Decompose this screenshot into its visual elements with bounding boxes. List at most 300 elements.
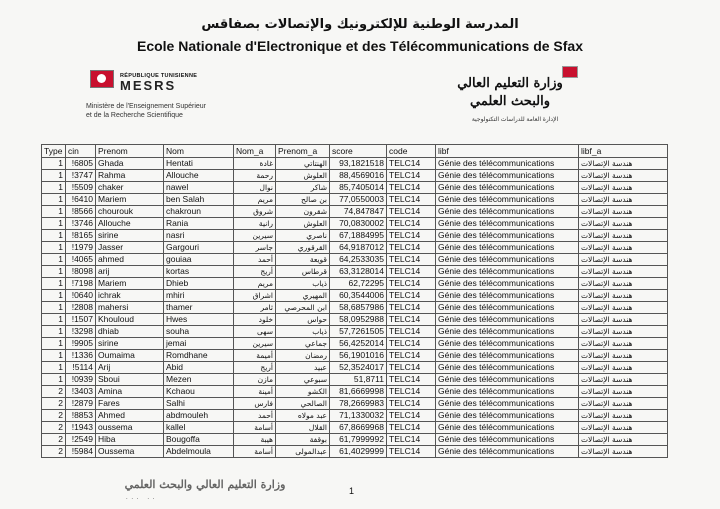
cin-cell: !0640 [66, 290, 96, 302]
prenom-cell: Jasser [96, 242, 164, 254]
score-cell: 52,3524017 [330, 362, 387, 374]
republic-label: RÉPUBLIQUE TUNISIENNE [120, 73, 198, 79]
nom-a-cell: سيرين [234, 338, 276, 350]
code-cell: TELC14 [387, 350, 436, 362]
type-cell: 1 [42, 206, 66, 218]
nom-cell: Abid [164, 362, 234, 374]
nom-cell: Kchaou [164, 386, 234, 398]
cin-cell: !8566 [66, 206, 96, 218]
libf-a-cell: هندسة الإتصالات [579, 338, 668, 350]
libf-a-cell: هندسة الإتصالات [579, 302, 668, 314]
libf-a-cell: هندسة الإتصالات [579, 374, 668, 386]
libf-cell: Génie des télécommunications [436, 278, 579, 290]
prenom-cell: Sboui [96, 374, 164, 386]
prenom-cell: Rahma [96, 170, 164, 182]
nom-a-cell: مريم [234, 278, 276, 290]
cin-cell: !3298 [66, 326, 96, 338]
libf-cell: Génie des télécommunications [436, 170, 579, 182]
ministry-line-1: Ministère de l'Enseignement Supérieur [86, 103, 207, 110]
libf-cell: Génie des télécommunications [436, 218, 579, 230]
libf-cell: Génie des télécommunications [436, 206, 579, 218]
nom-a-cell: أسامة [234, 422, 276, 434]
prenom-cell: Mariem [96, 278, 164, 290]
cin-cell: !3746 [66, 218, 96, 230]
table-row [42, 278, 668, 290]
column-header: Nom [164, 145, 234, 158]
stamp-mark: . . . . . [126, 495, 156, 501]
table-row [42, 302, 668, 314]
nom-cell: Salhi [164, 398, 234, 410]
code-cell: TELC14 [387, 242, 436, 254]
prenom-cell: Mariem [96, 194, 164, 206]
libf-a-cell: هندسة الإتصالات [579, 410, 668, 422]
libf-cell: Génie des télécommunications [436, 386, 579, 398]
cin-cell: !2879 [66, 398, 96, 410]
libf-cell: Génie des télécommunications [436, 254, 579, 266]
prenom-a-cell: ناصري [276, 230, 330, 242]
table-row [42, 182, 668, 194]
libf-a-cell: هندسة الإتصالات [579, 254, 668, 266]
prenom-a-cell: شقرون [276, 206, 330, 218]
type-cell: 1 [42, 326, 66, 338]
score-cell: 60,3544006 [330, 290, 387, 302]
code-cell: TELC14 [387, 158, 436, 170]
code-cell: TELC14 [387, 254, 436, 266]
prenom-a-cell: عبيد [276, 362, 330, 374]
score-cell: 78,2669983 [330, 398, 387, 410]
prenom-cell: chourouk [96, 206, 164, 218]
libf-cell: Génie des télécommunications [436, 398, 579, 410]
mesrs-label: MESRS [120, 78, 177, 93]
ministry-arabic-logo [440, 66, 610, 136]
tunisia-flag-icon [90, 70, 114, 88]
nom-a-cell: رحمة [234, 170, 276, 182]
nom-a-cell: مازن [234, 374, 276, 386]
nom-a-cell: اشراق [234, 290, 276, 302]
prenom-cell: Khouloud [96, 314, 164, 326]
score-cell: 58,0952988 [330, 314, 387, 326]
libf-cell: Génie des télécommunications [436, 422, 579, 434]
score-cell: 63,3128014 [330, 266, 387, 278]
libf-cell: Génie des télécommunications [436, 314, 579, 326]
prenom-a-cell: شاكر [276, 182, 330, 194]
cin-cell: !9905 [66, 338, 96, 350]
type-cell: 1 [42, 230, 66, 242]
table-row [42, 242, 668, 254]
prenom-cell: Oumaima [96, 350, 164, 362]
nom-a-cell: خلود [234, 314, 276, 326]
libf-a-cell: هندسة الإتصالات [579, 278, 668, 290]
nom-a-cell: نوال [234, 182, 276, 194]
libf-cell: Génie des télécommunications [436, 290, 579, 302]
cin-cell: !1336 [66, 350, 96, 362]
libf-a-cell: هندسة الإتصالات [579, 242, 668, 254]
table-row [42, 398, 668, 410]
table-row [42, 350, 668, 362]
score-cell: 51,8711 [330, 374, 387, 386]
score-cell: 64,2533035 [330, 254, 387, 266]
prenom-cell: Allouche [96, 218, 164, 230]
prenom-cell: chaker [96, 182, 164, 194]
code-cell: TELC14 [387, 182, 436, 194]
score-cell: 85,7405014 [330, 182, 387, 194]
score-cell: 77,0550003 [330, 194, 387, 206]
nom-cell: Gargouri [164, 242, 234, 254]
libf-cell: Génie des télécommunications [436, 350, 579, 362]
cin-cell: !8853 [66, 410, 96, 422]
column-header: Nom_a [234, 145, 276, 158]
libf-a-cell: هندسة الإتصالات [579, 434, 668, 446]
code-cell: TELC14 [387, 410, 436, 422]
table-row [42, 254, 668, 266]
type-cell: 1 [42, 350, 66, 362]
cin-cell: !6805 [66, 158, 96, 170]
libf-a-cell: هندسة الإتصالات [579, 446, 668, 458]
type-cell: 1 [42, 182, 66, 194]
column-header: libf [436, 145, 579, 158]
score-cell: 61,7999992 [330, 434, 387, 446]
cin-cell: !5114 [66, 362, 96, 374]
prenom-cell: sirine [96, 230, 164, 242]
ministry-arabic-line-2: والبحث العلمي [470, 94, 550, 109]
column-header: Prenom_a [276, 145, 330, 158]
prenom-a-cell: القرقوري [276, 242, 330, 254]
type-cell: 1 [42, 302, 66, 314]
table-row [42, 194, 668, 206]
prenom-a-cell: حواس [276, 314, 330, 326]
libf-cell: Génie des télécommunications [436, 182, 579, 194]
type-cell: 1 [42, 194, 66, 206]
column-header: score [330, 145, 387, 158]
code-cell: TELC14 [387, 434, 436, 446]
table-row [42, 326, 668, 338]
prenom-a-cell: الصالحي [276, 398, 330, 410]
table-row [42, 434, 668, 446]
prenom-a-cell: رمضان [276, 350, 330, 362]
libf-cell: Génie des télécommunications [436, 266, 579, 278]
nom-a-cell: غادة [234, 158, 276, 170]
nom-cell: chakroun [164, 206, 234, 218]
nom-cell: gouiaa [164, 254, 234, 266]
page-number: 1 [349, 486, 355, 496]
column-header: cin [66, 145, 96, 158]
table-row [42, 386, 668, 398]
type-cell: 2 [42, 398, 66, 410]
nom-a-cell: سيرين [234, 230, 276, 242]
score-cell: 88,4569016 [330, 170, 387, 182]
libf-a-cell: هندسة الإتصالات [579, 386, 668, 398]
prenom-a-cell: الهنتاتي [276, 158, 330, 170]
cin-cell: !8165 [66, 230, 96, 242]
results-table [41, 144, 668, 458]
code-cell: TELC14 [387, 266, 436, 278]
nom-cell: kallel [164, 422, 234, 434]
score-cell: 61,4029999 [330, 446, 387, 458]
score-cell: 62,72295 [330, 278, 387, 290]
nom-a-cell: ثامر [234, 302, 276, 314]
code-cell: TELC14 [387, 194, 436, 206]
libf-a-cell: هندسة الإتصالات [579, 326, 668, 338]
nom-a-cell: سهى [234, 326, 276, 338]
nom-a-cell: أحمد [234, 410, 276, 422]
prenom-cell: dhiab [96, 326, 164, 338]
libf-cell: Génie des télécommunications [436, 194, 579, 206]
code-cell: TELC14 [387, 206, 436, 218]
libf-a-cell: هندسة الإتصالات [579, 194, 668, 206]
type-cell: 2 [42, 410, 66, 422]
table-body [42, 158, 668, 458]
ministry-arabic-line-1: وزارة التعليم العالي [457, 76, 563, 91]
score-cell: 58,6857986 [330, 302, 387, 314]
cin-cell: !1943 [66, 422, 96, 434]
type-cell: 2 [42, 422, 66, 434]
type-cell: 1 [42, 314, 66, 326]
table-row [42, 290, 668, 302]
cin-cell: !1507 [66, 314, 96, 326]
prenom-cell: sirine [96, 338, 164, 350]
nom-a-cell: هيبة [234, 434, 276, 446]
libf-cell: Génie des télécommunications [436, 158, 579, 170]
type-cell: 1 [42, 170, 66, 182]
prenom-a-cell: جماعي [276, 338, 330, 350]
libf-a-cell: هندسة الإتصالات [579, 422, 668, 434]
cin-cell: !2808 [66, 302, 96, 314]
cin-cell: !3747 [66, 170, 96, 182]
prenom-a-cell: ذياب [276, 326, 330, 338]
table-row [42, 314, 668, 326]
table-row [42, 338, 668, 350]
code-cell: TELC14 [387, 218, 436, 230]
prenom-a-cell: المهيري [276, 290, 330, 302]
cin-cell: !0939 [66, 374, 96, 386]
nom-cell: Mezen [164, 374, 234, 386]
nom-cell: kortas [164, 266, 234, 278]
libf-cell: Génie des télécommunications [436, 242, 579, 254]
prenom-a-cell: العلوش [276, 218, 330, 230]
score-cell: 56,1901016 [330, 350, 387, 362]
type-cell: 1 [42, 158, 66, 170]
cin-cell: !1979 [66, 242, 96, 254]
nom-cell: mhiri [164, 290, 234, 302]
libf-a-cell: هندسة الإتصالات [579, 206, 668, 218]
libf-a-cell: هندسة الإتصالات [579, 158, 668, 170]
prenom-cell: Oussema [96, 446, 164, 458]
nom-cell: thamer [164, 302, 234, 314]
libf-a-cell: هندسة الإتصالات [579, 266, 668, 278]
libf-a-cell: هندسة الإتصالات [579, 230, 668, 242]
code-cell: TELC14 [387, 386, 436, 398]
table-row [42, 206, 668, 218]
code-cell: TELC14 [387, 170, 436, 182]
prenom-cell: Arij [96, 362, 164, 374]
code-cell: TELC14 [387, 230, 436, 242]
prenom-a-cell: عبدالمولى [276, 446, 330, 458]
score-cell: 70,0830002 [330, 218, 387, 230]
code-cell: TELC14 [387, 398, 436, 410]
code-cell: TELC14 [387, 278, 436, 290]
nom-a-cell: أميمة [234, 350, 276, 362]
libf-a-cell: هندسة الإتصالات [579, 398, 668, 410]
prenom-a-cell: ذياب [276, 278, 330, 290]
prenom-a-cell: الكشو [276, 386, 330, 398]
type-cell: 1 [42, 254, 66, 266]
libf-cell: Génie des télécommunications [436, 446, 579, 458]
score-cell: 57,7261505 [330, 326, 387, 338]
score-cell: 64,9187012 [330, 242, 387, 254]
code-cell: TELC14 [387, 326, 436, 338]
cin-cell: !7198 [66, 278, 96, 290]
nom-a-cell: أريج [234, 362, 276, 374]
code-cell: TELC14 [387, 422, 436, 434]
ministry-arabic-line-3: الإدارة العامة للدراسات التكنولوجية [471, 117, 559, 123]
nom-cell: nawel [164, 182, 234, 194]
libf-a-cell: هندسة الإتصالات [579, 170, 668, 182]
prenom-a-cell: القلال [276, 422, 330, 434]
nom-cell: nasri [164, 230, 234, 242]
prenom-a-cell: العلوش [276, 170, 330, 182]
prenom-a-cell: ابن المحرصي [276, 302, 330, 314]
score-cell: 56,4252014 [330, 338, 387, 350]
nom-cell: Bougoffa [164, 434, 234, 446]
libf-cell: Génie des télécommunications [436, 326, 579, 338]
libf-a-cell: هندسة الإتصالات [579, 362, 668, 374]
prenom-cell: oussema [96, 422, 164, 434]
score-cell: 67,1884995 [330, 230, 387, 242]
type-cell: 1 [42, 218, 66, 230]
type-cell: 1 [42, 374, 66, 386]
table-row [42, 266, 668, 278]
libf-cell: Génie des télécommunications [436, 338, 579, 350]
code-cell: TELC14 [387, 302, 436, 314]
type-cell: 2 [42, 446, 66, 458]
table-row [42, 374, 668, 386]
nom-a-cell: أريج [234, 266, 276, 278]
libf-cell: Génie des télécommunications [436, 410, 579, 422]
libf-a-cell: هندسة الإتصالات [579, 314, 668, 326]
type-cell: 2 [42, 434, 66, 446]
nom-a-cell: جاسر [234, 242, 276, 254]
prenom-cell: ahmed [96, 254, 164, 266]
prenom-a-cell: قرطاس [276, 266, 330, 278]
ministry-stamp: وزارة التعليم العالي والبحث العلمي [124, 478, 286, 491]
prenom-a-cell: عبد مولاه [276, 410, 330, 422]
prenom-a-cell: سبوعي [276, 374, 330, 386]
code-cell: TELC14 [387, 290, 436, 302]
score-cell: 67,8669968 [330, 422, 387, 434]
ministry-label [86, 102, 296, 120]
cin-cell: !5984 [66, 446, 96, 458]
prenom-cell: Ghada [96, 158, 164, 170]
prenom-cell: ichrak [96, 290, 164, 302]
type-cell: 1 [42, 362, 66, 374]
column-header: libf_a [579, 145, 668, 158]
table-row [42, 446, 668, 458]
type-cell: 1 [42, 290, 66, 302]
type-cell: 2 [42, 386, 66, 398]
score-cell: 81,6669998 [330, 386, 387, 398]
table-row [42, 410, 668, 422]
table-row [42, 218, 668, 230]
column-header: Prenom [96, 145, 164, 158]
column-header: code [387, 145, 436, 158]
prenom-cell: arij [96, 266, 164, 278]
prenom-cell: Fares [96, 398, 164, 410]
prenom-a-cell: بن صالح [276, 194, 330, 206]
type-cell: 1 [42, 278, 66, 290]
nom-cell: Hentati [164, 158, 234, 170]
code-cell: TELC14 [387, 338, 436, 350]
nom-cell: Abdelmoula [164, 446, 234, 458]
code-cell: TELC14 [387, 314, 436, 326]
nom-cell: souha [164, 326, 234, 338]
column-header: Type [42, 145, 66, 158]
school-title-french: Ecole Nationale d'Electronique et des Télécommunications de Sfax [136, 38, 583, 54]
libf-cell: Génie des télécommunications [436, 374, 579, 386]
nom-a-cell: مريم [234, 194, 276, 206]
prenom-cell: Amina [96, 386, 164, 398]
school-title-arabic: المدرسة الوطنية للإلكترونيك والإتصالات بصفاقس [201, 17, 519, 32]
table-row [42, 230, 668, 242]
nom-cell: ben Salah [164, 194, 234, 206]
prenom-a-cell: بوقفة [276, 434, 330, 446]
nom-cell: Allouche [164, 170, 234, 182]
table-row [42, 170, 668, 182]
table-row [42, 422, 668, 434]
score-cell: 74,847847 [330, 206, 387, 218]
nom-cell: abdmouleh [164, 410, 234, 422]
prenom-a-cell: قويعة [276, 254, 330, 266]
type-cell: 1 [42, 266, 66, 278]
score-cell: 93,1821518 [330, 158, 387, 170]
type-cell: 1 [42, 338, 66, 350]
code-cell: TELC14 [387, 374, 436, 386]
libf-cell: Génie des télécommunications [436, 434, 579, 446]
ministry-line-2: et de la Recherche Scientifique [86, 112, 183, 119]
nom-cell: Romdhane [164, 350, 234, 362]
cin-cell: !3403 [66, 386, 96, 398]
nom-a-cell: شروق [234, 206, 276, 218]
prenom-cell: mahersi [96, 302, 164, 314]
code-cell: TELC14 [387, 446, 436, 458]
prenom-cell: Hiba [96, 434, 164, 446]
nom-a-cell: فارس [234, 398, 276, 410]
nom-a-cell: أسامة [234, 446, 276, 458]
score-cell: 71,1330032 [330, 410, 387, 422]
nom-cell: Hwes [164, 314, 234, 326]
code-cell: TELC14 [387, 362, 436, 374]
table-row [42, 158, 668, 170]
libf-a-cell: هندسة الإتصالات [579, 182, 668, 194]
libf-a-cell: هندسة الإتصالات [579, 350, 668, 362]
nom-a-cell: رانية [234, 218, 276, 230]
nom-cell: Dhieb [164, 278, 234, 290]
libf-cell: Génie des télécommunications [436, 362, 579, 374]
nom-a-cell: أمينة [234, 386, 276, 398]
nom-cell: jemai [164, 338, 234, 350]
cin-cell: !6410 [66, 194, 96, 206]
nom-a-cell: أحمد [234, 254, 276, 266]
nom-cell: Rania [164, 218, 234, 230]
cin-cell: !4065 [66, 254, 96, 266]
table-row [42, 362, 668, 374]
type-cell: 1 [42, 242, 66, 254]
table-header-row [42, 145, 668, 158]
prenom-cell: Ahmed [96, 410, 164, 422]
libf-cell: Génie des télécommunications [436, 230, 579, 242]
libf-a-cell: هندسة الإتصالات [579, 218, 668, 230]
libf-a-cell: هندسة الإتصالات [579, 290, 668, 302]
cin-cell: !8098 [66, 266, 96, 278]
